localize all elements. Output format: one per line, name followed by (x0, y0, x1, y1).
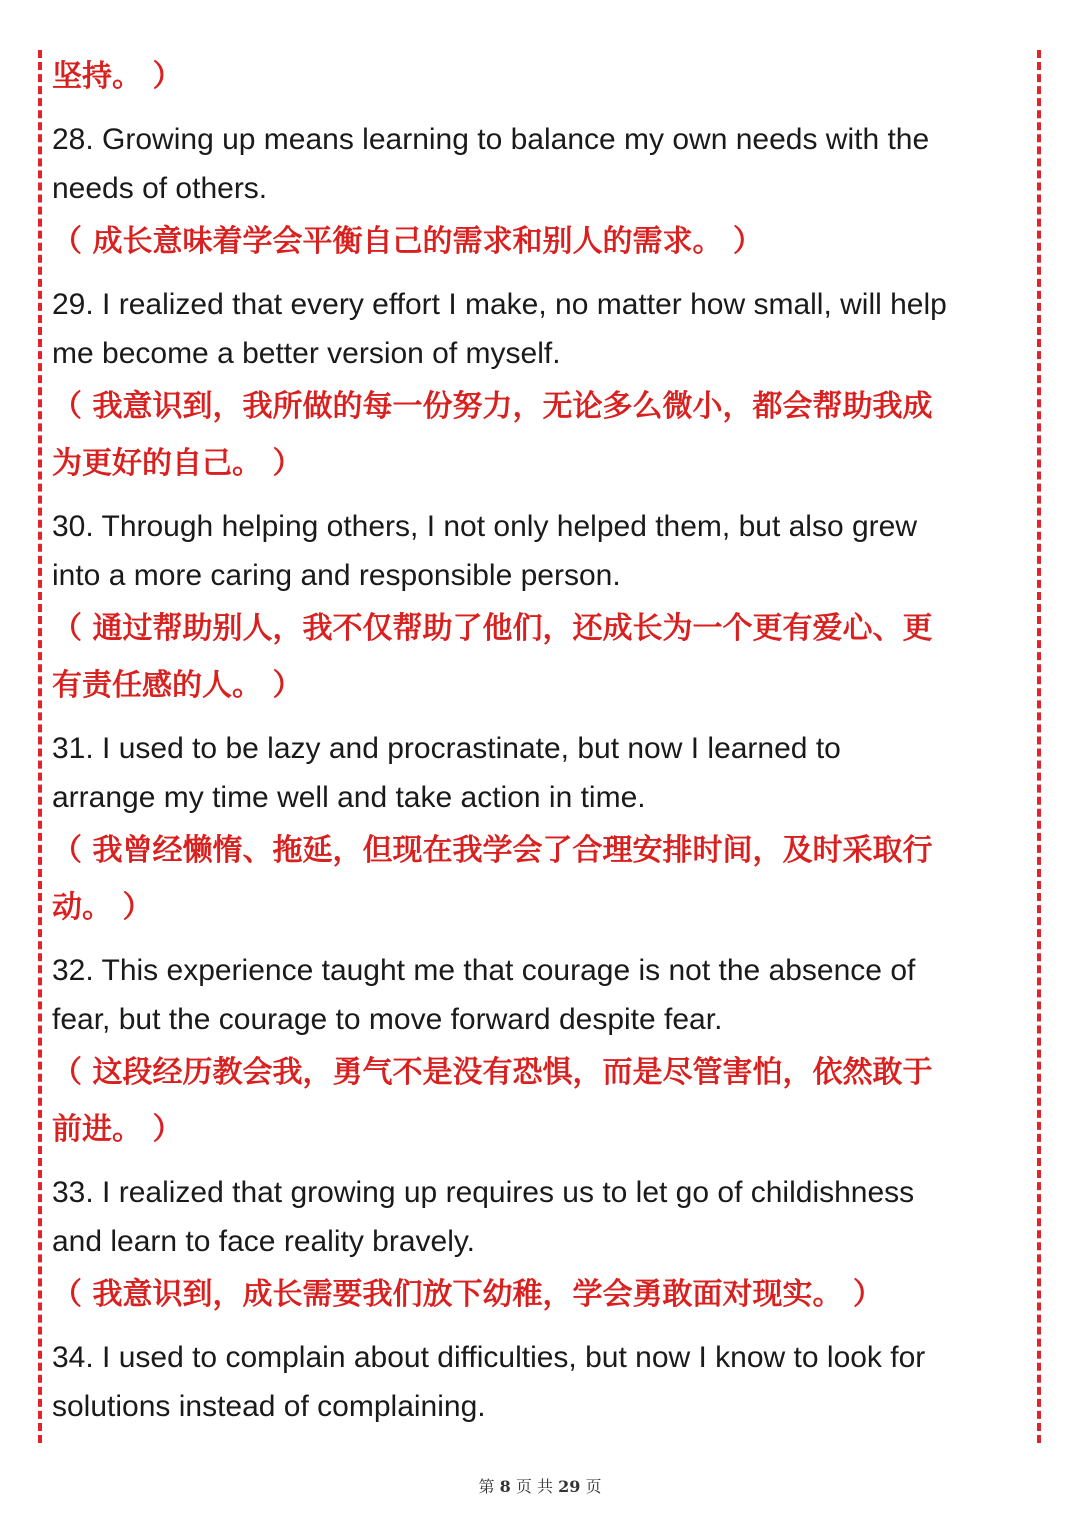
english-line: 34. I used to complain about difficulties, but now I know to look for (52, 1341, 926, 1374)
chinese-translation-line: 为更好的自己。 ） (52, 446, 303, 481)
carry-over-line: 坚持。 ） (52, 59, 183, 94)
english-line: needs of others. (52, 172, 268, 205)
english-line: solutions instead of complaining. (52, 1390, 486, 1423)
sentence-item-34 (52, 1333, 1037, 1431)
sentence-item-32 (52, 946, 1037, 1158)
document-body (52, 48, 1037, 1431)
english-line: arrange my time well and take action in time. (52, 781, 646, 814)
footer-prefix: 第 (478, 1477, 495, 1496)
english-line: 28. Growing up means learning to balance my own needs with the (52, 123, 930, 156)
sentence-item-29 (52, 280, 1037, 492)
chinese-translation-line: （ 我意识到，成长需要我们放下幼稚，学会勇敢面对现实。 ） (52, 1277, 883, 1312)
english-line: into a more caring and responsible person. (52, 559, 621, 592)
english-line: and learn to face reality bravely. (52, 1225, 476, 1258)
english-line: 31. I used to be lazy and procrastinate, but now I learned to (52, 732, 841, 765)
left-dashed-border (38, 50, 42, 1443)
english-line: fear, but the courage to move forward despite fear. (52, 1003, 723, 1036)
sentence-item-31 (52, 724, 1037, 936)
english-line: 32. This experience taught me that courage is not the absence of (52, 954, 916, 987)
sentence-item-30 (52, 502, 1037, 714)
footer-middle: 页 共 (515, 1477, 553, 1496)
current-page-number: 8 (499, 1477, 511, 1496)
sentence-item-28 (52, 115, 1037, 270)
chinese-translation-line: （ 这段经历教会我，勇气不是没有恐惧，而是尽管害怕，依然敢于 (52, 1055, 933, 1090)
page-number-footer (0, 1474, 1080, 1497)
chinese-translation-line: 前进。 ） (52, 1112, 183, 1147)
right-dashed-border (1037, 50, 1041, 1443)
english-line: 30. Through helping others, I not only helped them, but also grew (52, 510, 918, 543)
chinese-translation-line: （ 我意识到，我所做的每一份努力，无论多么微小，都会帮助我成 (52, 389, 933, 424)
english-line: 33. I realized that growing up requires us to let go of childishness (52, 1176, 915, 1209)
footer-suffix: 页 (585, 1477, 602, 1496)
chinese-translation-line: （ 我曾经懒惰、拖延，但现在我学会了合理安排时间，及时采取行 (52, 833, 933, 868)
total-page-count: 29 (558, 1477, 581, 1496)
sentence-item-33 (52, 1168, 1037, 1323)
chinese-translation-line: 动。 ） (52, 890, 153, 925)
chinese-translation-line: （ 成长意味着学会平衡自己的需求和别人的需求。 ） (52, 224, 763, 259)
english-line: me become a better version of myself. (52, 337, 561, 370)
chinese-translation-line: 有责任感的人。 ） (52, 668, 303, 703)
chinese-translation-line: （ 通过帮助别人，我不仅帮助了他们，还成长为一个更有爱心、更 (52, 611, 933, 646)
english-line: 29. I realized that every effort I make, no matter how small, will help (52, 288, 947, 321)
